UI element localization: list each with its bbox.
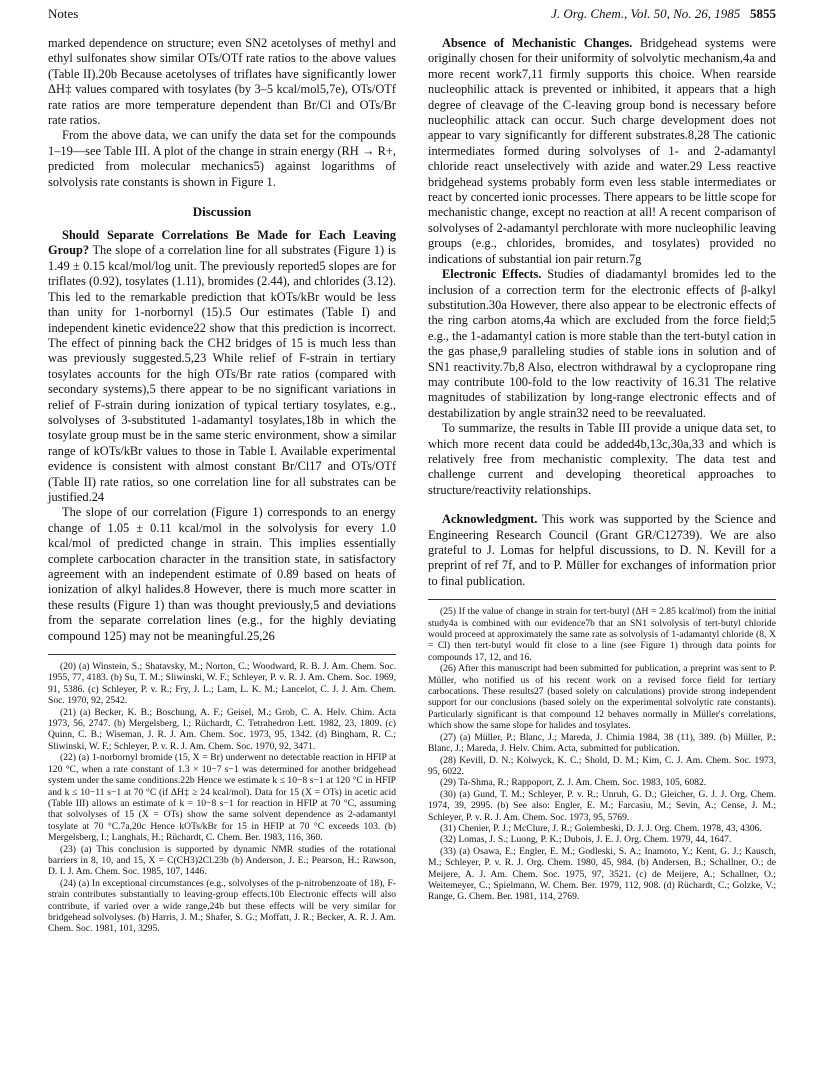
intro-paragraph-2: From the above data, we can unify the data set for the compounds 1–19—see Table III. A plot of the change in strain energy (RH → R+, predicted from molecular mechanics5) against logarithms of solvolysis rate constants is shown in Figure 1. xyxy=(48,128,396,189)
footnotes-right xyxy=(428,606,776,903)
right-column xyxy=(428,36,776,903)
footnote-28: (28) Kevill, D. N.; Kolwyck, K. C.; Shold, D. M.; Kim, C. J. Am. Chem. Soc. 1973, 95, 6022. xyxy=(428,754,776,777)
footnote-20: (20) (a) Winstein, S.; Shatavsky, M.; Norton, C.; Woodward, R. B. J. Am. Chem. Soc. 1955, 77, 4183. (b) Su, T. M.; Sliwinski, W. F.; Schleyer, P. v. R. J. Am. Chem. Soc. 1969, 91, 5386. (c) Schleyer, P. v. R.; Fry, J. L.; Lam, L. K. M.; Lancelot, C. J. J. Am. Chem. Soc. 1970, 92, 2542. xyxy=(48,661,396,707)
acknowledgment-title: Acknowledgment. xyxy=(442,512,538,527)
left-column xyxy=(48,36,396,935)
footnote-rule-right xyxy=(428,599,776,600)
slope-paragraph: The slope of our correlation (Figure 1) corresponds to an energy change of 1.05 ± 0.11 kcal/mol in the solvolysis for every 1.0 kcal/mol of predicted change in strain. This implies essentially complete carbocation character in the transition state, in satisfactory agreement with an independent estimate of 0.89 based on heats of ionization of alkyl halides.8 However, there is much more scatter in these results (Figure 1) than was thought previously,5 and deviations from the separate correlation lines (e.g., for the highly deviating compound 125) may not be meaningful.25,26 xyxy=(48,505,396,643)
footnote-26: (26) After this manuscript had been submitted for publication, a preprint was sent to P. Müller, who notified us of his recent work on a revised force field for tertiary carbocations. These results27 (based solely on calculations) provide strong independent support for our conclusions (based solely on the experimental solvolytic rate constants). Particularly significant is that compound 12 behaves normally in Müller's correlations, which show the same slope for halides and tosylates. xyxy=(428,663,776,732)
discussion-heading: Discussion xyxy=(192,204,252,220)
page-number: 5855 xyxy=(750,6,776,21)
footnote-23: (23) (a) This conclusion is supported by dynamic NMR studies of the rotational barriers in 8, 10, and 15, X = C(CH3)2Cl.23b (b) Anderson, J. E.; Pearson, H.; Rawson, D. I. J. Am. Chem. Soc. 1985, 107, 1446. xyxy=(48,843,396,878)
footnote-25: (25) If the value of change in strain for tert-butyl (ΔH = 2.85 kcal/mol) from the initial study4a is combined with our evidence7b that an SN1 solvolysis of tert-butyl chloride would proceed at approximately the same rate as solvolysis of 1-adamantyl chloride (8, X = Cl) then tert-butyl would fit close to a line (see Figure 1) through data points for compounds 17, 12, and 16. xyxy=(428,606,776,663)
summary-paragraph: To summarize, the results in Table III provide a unique data set, to which more recent data could be added4b,13c,30a,33 and which is relatively free from mechanistic complexity. The data test and challenge current and developing theoretical approaches to structure/reactivity relationships. xyxy=(428,421,776,497)
acknowledgment-paragraph xyxy=(428,512,776,589)
footnote-rule xyxy=(48,654,396,655)
footnote-29: (29) Ta-Shma, R.; Rappoport, Z. J. Am. Chem. Soc. 1983, 105, 6082. xyxy=(440,777,707,789)
electronic-runin-title: Electronic Effects. xyxy=(442,267,542,282)
mechanism-paragraph xyxy=(428,36,776,267)
section-label: Notes xyxy=(48,6,79,21)
footnote-24: (24) (a) In exceptional circumstances (e.g., solvolyses of the p-nitrobenzoate of 18), F-strain contributes substantially to leaving-group effects.10b Electronic effects will also contribute, if varied over a wide range,24b but these effects will be very similar for bridgehead solvolyses. (b) Harris, J. M.; Shafer, S. G.; Moffatt, J. R.; Becker, A. R. J. Am. Chem. Soc. 1981, 101, 3295. xyxy=(48,877,396,935)
acknowledgment-body: This work was supported by the Science and Engineering Research Council (Grant GR/C12739). We are also grateful to J. Lomas for helpful discussions, to D. N. Kevill for a preprint of ref 7f, and to P. Müller for exchanges of information prior to final publication. xyxy=(428,512,776,588)
footnote-31: (31) Chenier, P. J.; McClure, J. R.; Golembeski, D. J. J. Org. Chem. 1978, 43, 4306. xyxy=(440,822,762,834)
correlation-body: The slope of a correlation line for all substrates (Figure 1) is 1.49 ± 0.15 kcal/mol/log unit. The previously reported5 slopes are for triflates (0.92), tosylates (1.11), bromides (2.44), and chlorides (3.12). This led to the remarkable prediction that kOTs/kBr would be less than unity for 1-norbornyl (15).5 Our estimates (Table I) and independent kinetic evidence22 show that this prediction is incorrect. The effect of pinning back the CH2 bridges of 15 is much less than was previously suggested.5,23 While relief of F-strain in tertiary tosylates accounts for the high OTs/Br rate ratios (compared with secondary systems),5 there appear to be no significant variations in relief of F-strain during ionization of typical tertiary tosylates, e.g., solvolyses of 3-substituted 1-adamantyl tosylates,18b in which the tosylate group must be in the same steric environment, show a similar range of kOTs/kBr values to those in Table I. Available experimental evidence is consistent with almost constant Br/Cl17 and OTs/OTf (Table II) rate ratios, so one correlation line for all substrates can be justified.24 xyxy=(48,243,396,504)
footnote-32: (32) Lomas, J. S.; Luong, P. K.; Dubois, J. E. J. Org. Chem. 1979, 44, 1647. xyxy=(440,834,732,846)
footnote-21: (21) (a) Becker, K. B.; Boschung, A. F.; Geisel, M.; Grob, C. A. Helv. Chim. Acta 1973, 56, 2747. (b) Mergelsberg, I.; Rüchardt, C. Tetrahedron Lett. 1982, 23, 1809. (c) Quinn, C. B.; Wiseman, J. R. J. Am. Chem. Soc. 1973, 95, 1342. (d) Bingham, R. C.; Sliwinski, W. F.; Schleyer, P. v. R. J. Am. Chem. Soc. 1970, 92, 3471. xyxy=(48,706,396,752)
journal-name: J. Org. Chem., Vol. 50, No. 26, 1985 xyxy=(551,6,741,21)
correlation-runin-title: Should Separate Correlations Be Made for Each Leaving Group? xyxy=(48,228,396,258)
page-header xyxy=(48,6,776,26)
correlation-paragraph xyxy=(48,228,396,505)
electronic-body: Studies of diadamantyl bromides led to the inclusion of a correction term for the electronic effects of β-alkyl substitution.30a However, there also appear to be electronic effects of the ring carbon atoms,4a which are excluded from the force field;5 e.g., the 1-adamantyl cation is more stable than the tert-butyl cation in the gas phase,9 paralleling studies of stable ions in solution and of SN1 reactivity.7b,8 Also, electron withdrawal by a cyclopropane ring may contribute 100-fold to the low reactivity of 16.31 The relative magnitudes of stabilization by long-range electronic effects and of destabilization by angle strain32 need to be reevaluated. xyxy=(428,267,777,420)
footnote-33: (33) (a) Osawa, E.; Engler, E. M.; Godleski, S. A.; Inamoto, Y.; Kent, G. J.; Kausch, M.; Schleyer, P. v. R. J. Org. Chem. 1980, 45, 984. (b) Andersen, B.; Schallner, O.; de Meijere, A. J. Am. Chem. Soc. 1975, 97, 3521. (c) de Meijere, A.; Schallner, O.; Weitemeyer, C.; Spielmann, W. Chem. Ber. 1979, 112, 908. (d) Rüchardt, C.; Golzke, V.; Range, G. Chem. Ber. 1981, 114, 2769. xyxy=(428,845,776,903)
intro-paragraph-1: marked dependence on structure; even SN2 acetolyses of methyl and ethyl sulfonates show similar OTs/OTf rate ratios to the above values (Table II).20b Because acetolyses of triflates have significantly lower ΔH‡ values compared with tosylates (by 3–5 kcal/mol5,7e), OTs/OTf rate ratios are more temperature dependent than Br/Cl and OTs/Br rate ratios. xyxy=(48,36,396,128)
mechanism-runin-title: Absence of Mechanistic Changes. xyxy=(442,36,633,50)
mechanism-body: Bridgehead systems were originally chosen for their uniformity of solvolytic mechanism,4a and more recent work7,11 firmly supports this choice. When rearside nucleophilic attack is prevented or inhibited, it appears that a high degree of cleavage of the C-leaving group bond is necessary before nucleophilic attack can occur. Such charge development does not appear to vary significantly for different substrates.8,28 The cationic intermediates formed during solvolyses of 1- and 2-adamantyl chloride react unselectively with azide and water.29 Less reactive bridgehead systems probably form even less stable intermediates or react by concerted ionic processes. There appears to be little scope for mechanistic change, except no reaction at all! A recent comparison of solvolyses of 2-adamantyl perchlorate with more nucleophilic leaving groups (e.g., chlorides, bromides, and tosylates) provided no indications of substantial ion pair return.7g xyxy=(428,36,776,266)
footnote-27: (27) (a) Müller, P.; Blanc, J.; Mareda, J. Chimia 1984, 38 (11), 389. (b) Müller, P.; Blanc, J.; Mareda, J. Helv. Chim. Acta, submitted for publication. xyxy=(428,731,776,755)
footnotes-left xyxy=(48,661,396,935)
journal-citation xyxy=(551,6,776,22)
footnote-22: (22) (a) 1-norbornyl bromide (15, X = Br) underwent no detectable reaction in HFIP at 120 °C, when a rate constant of 1.3 × 10−7 s−1 was determined for another bridgehead system under the same conditions.22b Hence we estimate k ≤ 10−8 s−1 at 120 °C in HFIP and k ≤ 10−11 s−1 at 70 °C (if ΔH‡ ≥ 24 kcal/mol). Data for 15 (X = OTs) in acetic acid (Table III) allows an estimate of k = 10−8 s−1 for reaction in HFIP at 70 °C, assuming that solvolyses of 15 (X = OTs) show the same solvent dependence as 2-adamantyl tosylate at 70 °C.7a,20c Hence kOTs/kBr for 15 in HFIP at 70 °C exceeds 103. (b) Mergelsberg, I.; Langhals, H.; Rüchardt, C. Chem. Ber. 1983, 116, 360. xyxy=(48,752,396,844)
footnote-30: (30) (a) Gund, T. M.; Schleyer, P. v. R.; Unruh, G. D.; Gleicher, G. J. J. Org. Chem. 1974, 39, 2995. (b) See also: Engler, E. M.; Farcasiu, M.; Sevin, A.; Cense, J. M.; Schleyer, P. v. R. J. Am. Chem. Soc. 1973, 95, 5769. xyxy=(428,788,776,823)
electronic-paragraph xyxy=(428,267,776,421)
